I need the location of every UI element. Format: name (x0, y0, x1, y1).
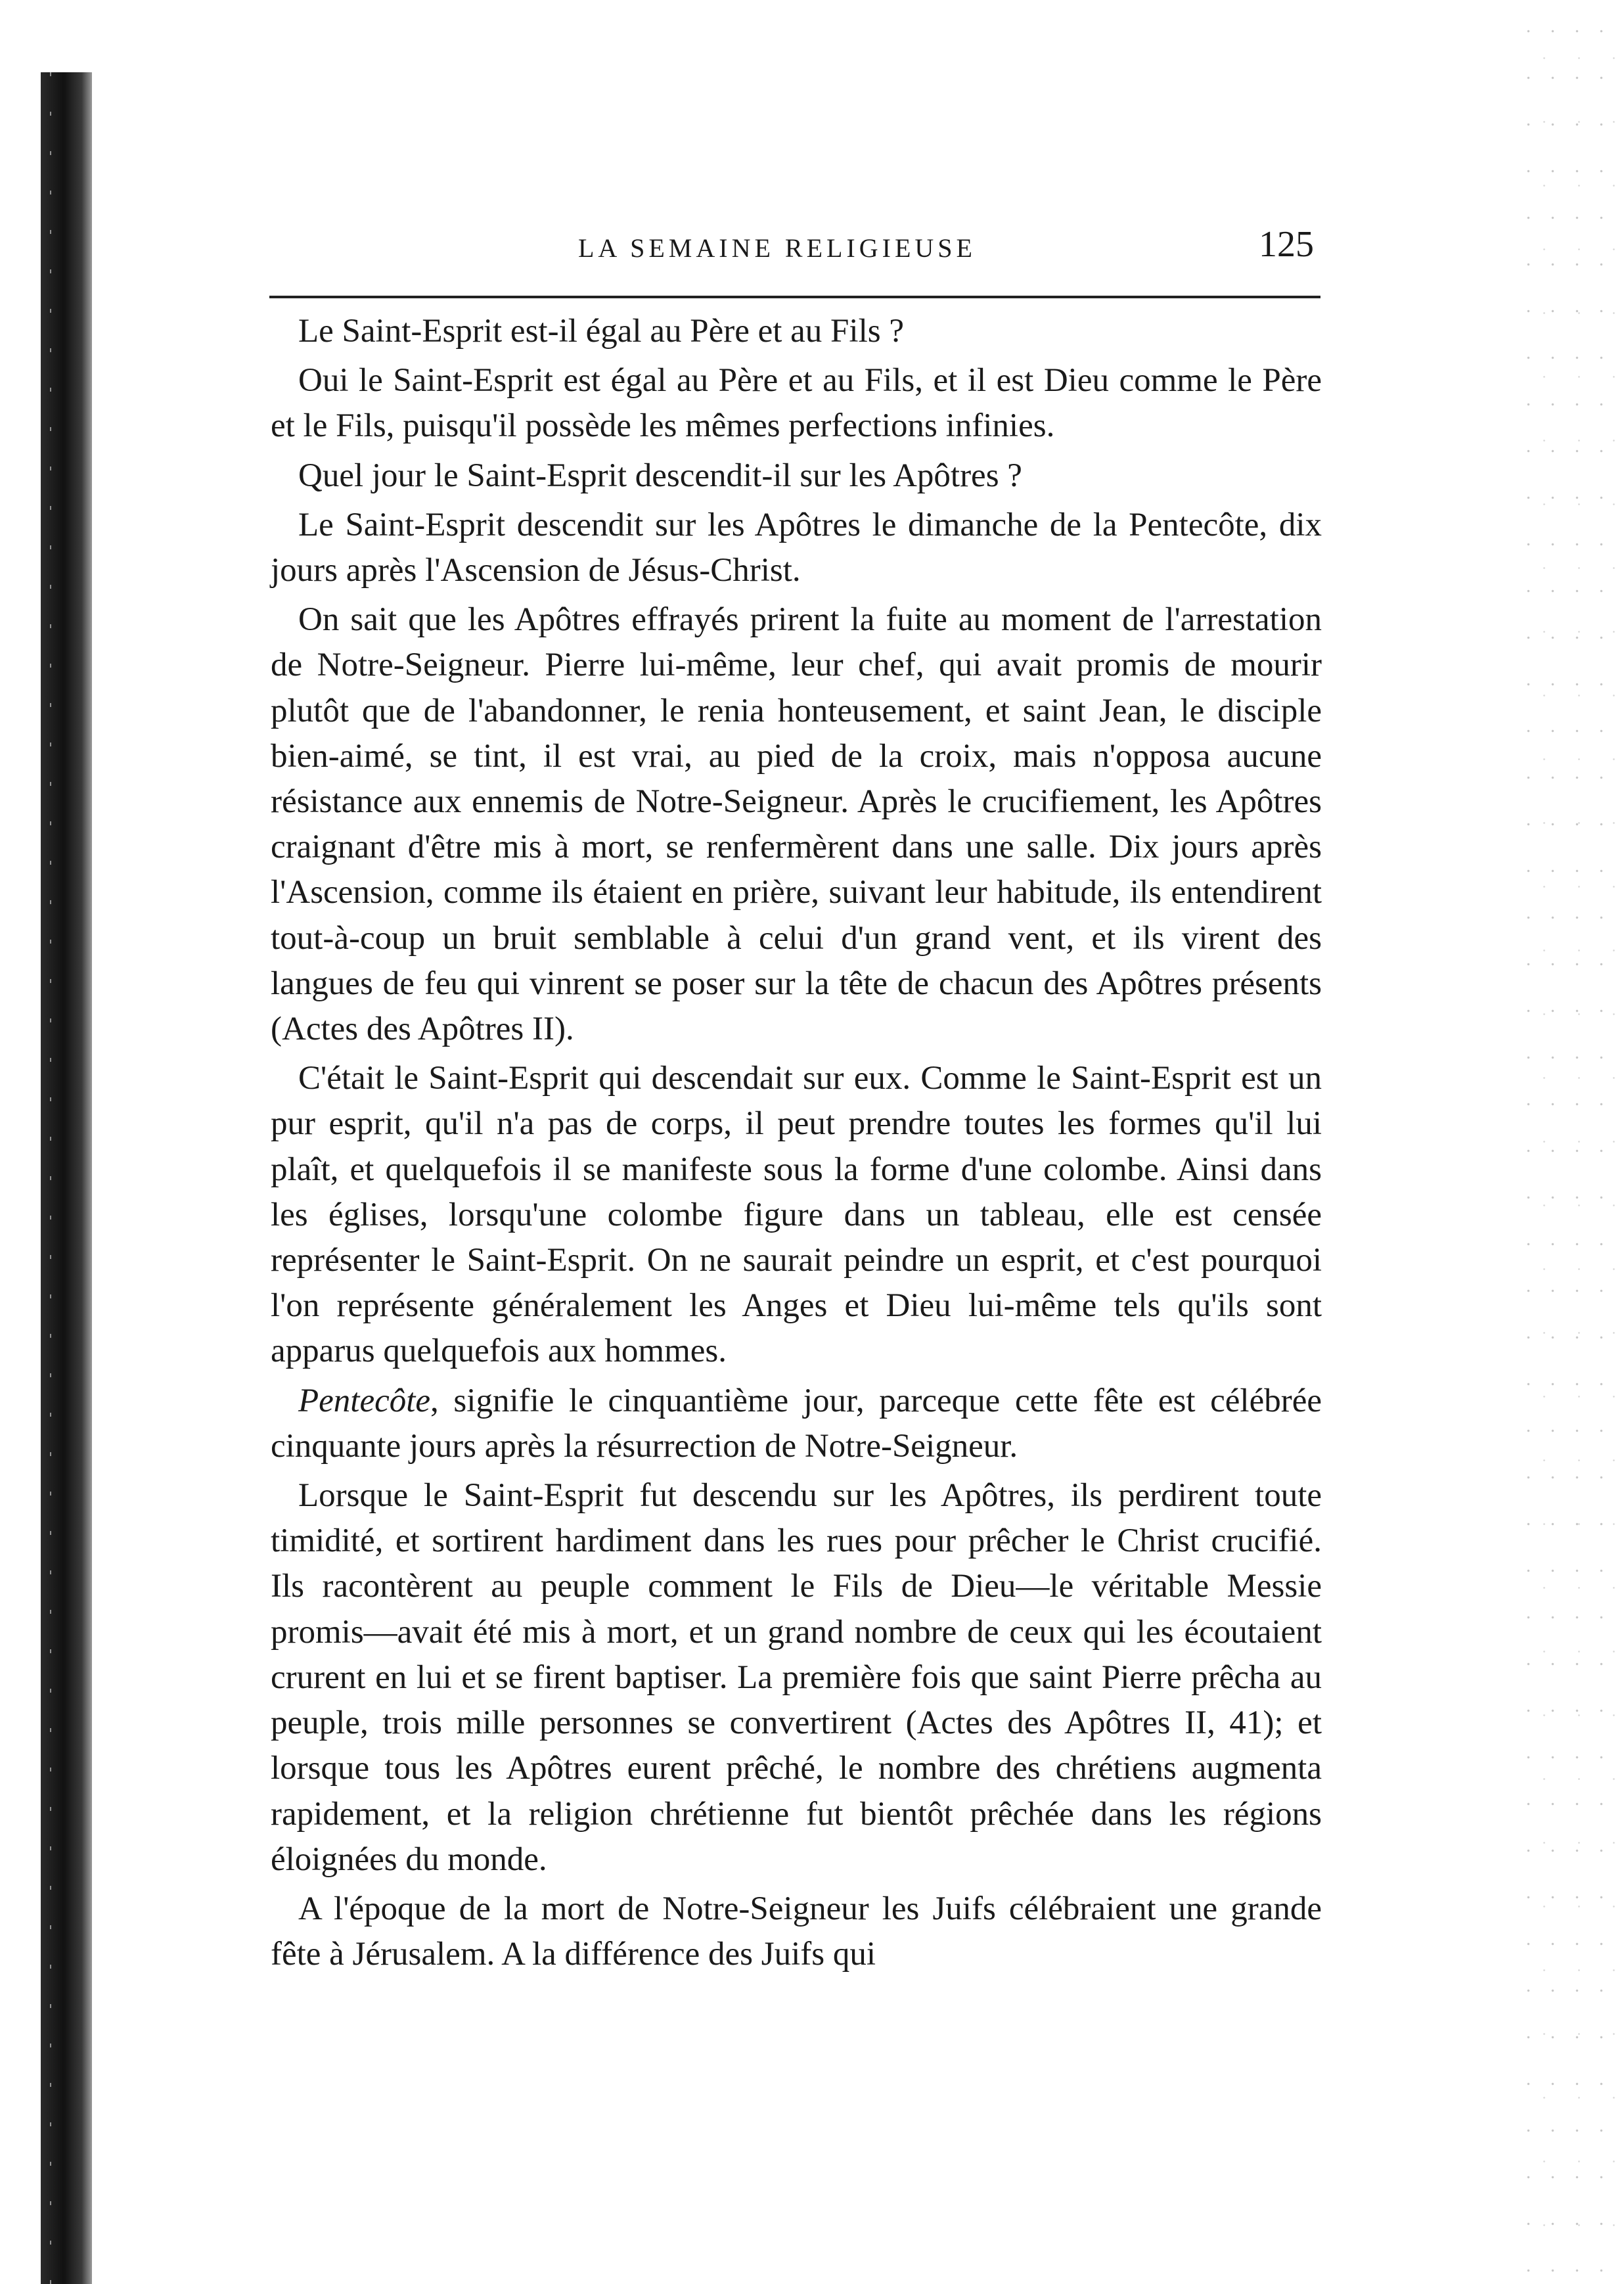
paragraph-question-2: Quel jour le Saint-Esprit descendit-il sur les Apôtres ? (298, 457, 1022, 494)
running-title: LA SEMAINE RELIGIEUSE (578, 233, 976, 263)
body-text (271, 309, 1322, 1977)
paragraph-jewish-feast: A l'époque de la mort de Notre-Seigneur les Juifs célébraient une grande fête à Jérusalem. A la différence des Juifs qui (271, 1890, 1322, 1973)
italic-term: Pentecôte (298, 1382, 431, 1419)
paragraph-answer-2: Le Saint-Esprit descendit sur les Apôtres le dimanche de la Pentecôte, dix jours après l'Ascension de Jésus-Christ. (271, 506, 1322, 589)
paragraph-holy-spirit-form: C'était le Saint-Esprit qui descendait sur eux. Comme le Saint-Esprit est un pur esprit, qu'il n'a pas de corps, il peut prendre toutes les formes qu'il lui plaît, et quelquefois il se manifeste sous la forme d'une colombe. Ainsi dans les églises, lorsqu'une colombe figure dans un tableau, elle est censée représenter le Saint-Esprit. On ne saurait peindre un esprit, et c'est pourquoi l'on représente généralement les Anges et Dieu lui-même tels qu'ils sont apparus quelquefois aux hommes. (271, 1060, 1322, 1370)
page-number: 125 (1259, 224, 1314, 265)
scan-margin-noise (1512, 0, 1624, 2284)
paragraph-apostles-fear: On sait que les Apôtres effrayés prirent la fuite au moment de l'arrestation de Notre-Seigneur. Pierre lui-même, leur chef, qui avait promis de mourir plutôt que de l'abandonner, le renia honteusement, et saint Jean, le disciple bien-aimé, se tint, il est vrai, au pied de la croix, mais n'opposa aucune résistance aux ennemis de Notre-Seigneur. Après le crucifiement, les Apôtres craignant d'être mis à mort, se renfermèrent dans une salle. Dix jours après l'Ascension, comme ils étaient en prière, suivant leur habitude, ils entendirent tout-à-coup un bruit semblable à celui d'un grand vent, et ils virent des langues de feu qui vinrent se poser sur la tête de chacun des Apôtres présents (Actes des Apôtres II). (271, 601, 1322, 1048)
paragraph-answer-1: Oui le Saint-Esprit est égal au Père et au Fils, et il est Dieu comme le Père et le Fils, puisqu'il possède les mêmes perfections infinies. (271, 362, 1322, 445)
paragraph-apostles-preaching: Lorsque le Saint-Esprit fut descendu sur les Apôtres, ils perdirent toute timidité, et sortirent hardiment dans les rues pour prêcher le Christ crucifié. Ils racontèrent au peuple comment le Fils de Dieu—le véritable Messie promis—avait été mis à mort, et un grand nombre de ceux qui les écoutaient crurent en lui et se firent baptiser. La première fois que saint Pierre prêcha au peuple, trois mille personnes se convertirent (Actes des Apôtres II, 41); et lorsque tous les Apôtres eurent prêché, le nombre des chrétiens augmenta rapidement, et la religion chrétienne fut bientôt prêchée dans les régions éloignées du monde. (271, 1477, 1322, 1878)
paragraph-question-1: Le Saint-Esprit est-il égal au Père et au Fils ? (298, 313, 904, 350)
page-header (269, 223, 1314, 276)
header-rule (269, 296, 1320, 298)
paragraph-pentecost-meaning: Pentecôte, signifie le cinquantième jour, parceque cette fête est célébrée cinquante jours après la résurrection de Notre-Seigneur. (271, 1382, 1322, 1465)
scan-binding-edge (41, 72, 92, 2284)
